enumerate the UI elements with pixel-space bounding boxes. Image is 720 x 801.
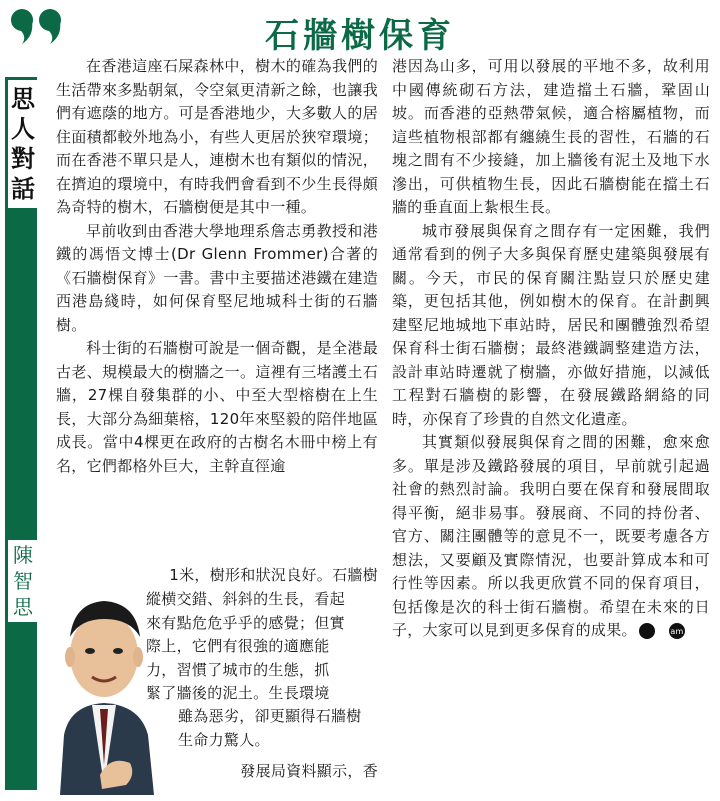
- end-mark-text: am: [670, 626, 684, 636]
- author-name: [8, 540, 38, 622]
- author-portrait: [40, 585, 170, 795]
- author-name-text: 陳智思: [13, 543, 33, 619]
- paragraph: 早前收到由香港大學地理系詹志勇教授和港鐵的馮悟文博士(Dr Glenn Frommer)合著的《石牆樹保育》一書。書中主要描述港鐵在建造西港島綫時，如何保育堅尼地城科士街的石牆樹。: [56, 221, 378, 334]
- paragraph-text: 其實類似發展與保育之間的困難，愈來愈多。單是涉及鐵路發展的項目，早前就引起過社會的熱烈討論。我明白要在保育和發展間取得平衡，絕非易事。發展商、不同的持份者、官方、關注團體等的意見不一，既要考慮各方想法，又要顧及實際情況，也要計算成本和可行性等因素。所以我更欣賞不同的保育項目，包括像是次的科士街石牆樹。希望在未來的日子，大家可以見到更多保育的成果。: [392, 433, 710, 639]
- wrapped-text: [178, 705, 378, 752]
- column-name: [8, 80, 38, 208]
- paragraph: 在香港這座石屎森林中，樹木的確為我們的生活帶來多點朝氣，令空氣更清新之餘，也讓我們有遮蔭的地方。可是香港地少，大多數人的居住面積都較外地為小，有些人更居於狹窄環境；而在香港不單只是人，連樹木也有類似的情況，在擠迫的環境中，有時我們會看到不少生長得頗為奇特的樹木，石牆樹便是其中一種。: [56, 57, 378, 216]
- text-line: 際上，它們有很強的適應能: [146, 637, 330, 655]
- paragraph: 科士街的石牆樹可說是一個奇觀，是全港最古老、規模最大的樹牆之一。這裡有三堵護土石牆，27棵自發集群的小、中至大型榕樹在上生長，大部分為細葉榕，120年來堅毅的陪伴地區成長。當中4棵更在政府的古樹名木冊中榜上有名，它們都格外巨大，主幹直徑逾: [56, 339, 378, 475]
- text-line: 緊了牆後的泥土。生長環境: [146, 684, 330, 702]
- paragraph: 港因為山多，可用以發展的平地不多，故利用中國傳統砌石方法，建造擋土石牆，鞏固山坡。而香港的亞熱帶氣候，適合榕屬植物，而這些植物根部都有纏繞生長的習性，石牆的石塊之間有不少接縫，加上牆後有泥土及地下水滲出，可供植物生長，因此石牆樹能在擋土石牆的垂直面上紮根生長。: [392, 57, 710, 216]
- wrapped-text: [116, 564, 378, 588]
- article-title: 石牆樹保育: [265, 16, 455, 56]
- wrapped-text: [195, 760, 378, 784]
- text-line: 發展局資料顯示，香: [240, 762, 378, 780]
- text-line: 縱横交錯、斜斜的生長，看起: [146, 590, 345, 608]
- article-column-left: [56, 55, 378, 478]
- paragraph: [392, 431, 710, 643]
- paragraph: 城市發展與保育之間存有一定困難，我們通常看到的例子大多與保育歷史建築與發展有關。今天，市民的保育關注點豈只於歷史建築，更包括其他，例如樹木的保育。在計劃興建堅尼地城地下車站時，居民和團體強烈希望保育科士街石牆樹；最終港鐵調整建造方法，設計車站時遷就了樹牆，亦做好措施，以減低工程對石牆樹的影響，在發展鐵路網絡的同時，亦保育了珍貴的自然文化遺產。: [392, 221, 710, 428]
- text-line: 生命力驚人。: [178, 730, 270, 749]
- text-line: 1米，樹形和狀況良好。石牆樹: [169, 566, 378, 584]
- text-line: 來有點危危乎乎的感覺；但實: [146, 613, 345, 632]
- end-mark-icon: [639, 623, 684, 639]
- article-column-right: [392, 55, 710, 643]
- column-name-text: 思人對話: [11, 85, 35, 203]
- wrapped-text: [146, 588, 378, 706]
- text-line: 力，習慣了城市的生態，抓: [146, 660, 330, 679]
- text-line: 雖為惡劣，卻更顯得石牆樹: [178, 707, 362, 725]
